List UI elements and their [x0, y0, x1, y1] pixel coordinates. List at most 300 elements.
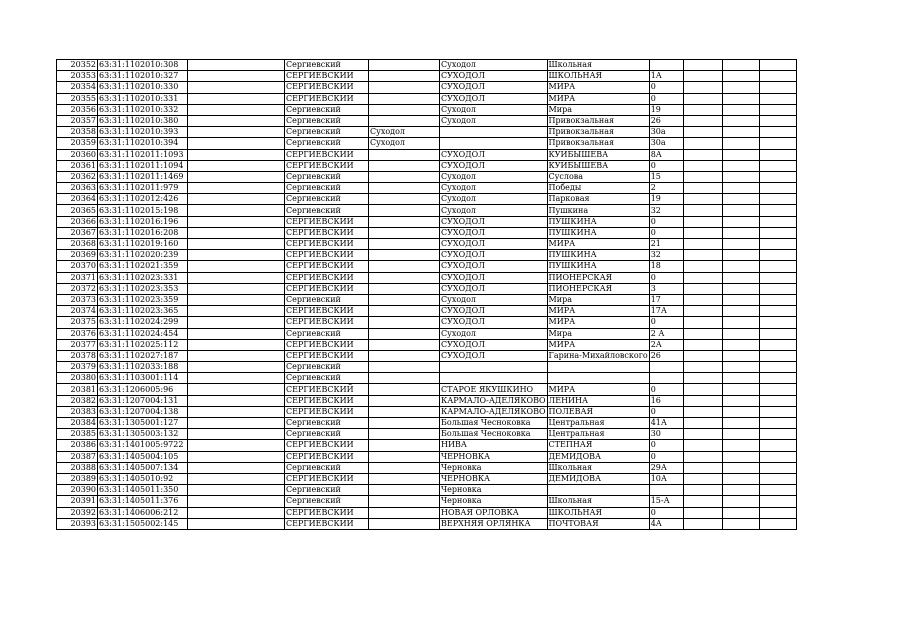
table-row	[57, 507, 797, 518]
table-cell: ДЕМИДОВА	[547, 473, 649, 484]
table-cell	[759, 272, 796, 283]
table-cell: СУХОДОЛ	[440, 227, 548, 238]
table-cell: 20388	[57, 462, 98, 473]
table-cell: 20390	[57, 485, 98, 496]
table-cell	[188, 462, 285, 473]
table-cell	[722, 250, 759, 261]
table-row	[57, 104, 797, 115]
table-cell: Привокзальная	[547, 127, 649, 138]
table-cell: СУХОДОЛ	[440, 160, 548, 171]
table-cell: ЧЕРНОВКА	[440, 473, 548, 484]
table-cell: СУХОДОЛ	[440, 283, 548, 294]
table-cell: 8А	[649, 149, 683, 160]
table-cell: 63:31:1405007:134	[98, 462, 188, 473]
table-cell: СЕРГИЕВСКИЙ	[285, 216, 369, 227]
table-row	[57, 261, 797, 272]
table-cell: Мира	[547, 104, 649, 115]
table-cell	[683, 283, 722, 294]
table-row	[57, 71, 797, 82]
table-row	[57, 138, 797, 149]
table-cell	[683, 171, 722, 182]
table-cell	[683, 71, 722, 82]
table-cell: 63:31:1102027:187	[98, 350, 188, 361]
table-cell: 0	[649, 507, 683, 518]
table-cell	[188, 339, 285, 350]
table-cell	[683, 294, 722, 305]
table-cell: 0	[649, 451, 683, 462]
table-cell: Сергиевский	[285, 496, 369, 507]
table-cell: МИРА	[547, 306, 649, 317]
table-row	[57, 160, 797, 171]
table-cell	[759, 194, 796, 205]
table-cell: Суходол	[440, 205, 548, 216]
table-cell: ПУШКИНА	[547, 216, 649, 227]
table-row	[57, 418, 797, 429]
table-cell: 32	[649, 205, 683, 216]
table-cell: 63:31:1102021:359	[98, 261, 188, 272]
table-cell	[759, 205, 796, 216]
table-cell	[440, 138, 548, 149]
table-row	[57, 306, 797, 317]
table-cell	[759, 82, 796, 93]
table-cell: 20369	[57, 250, 98, 261]
table-cell	[759, 350, 796, 361]
table-cell	[369, 205, 440, 216]
table-row	[57, 283, 797, 294]
table-cell: 20381	[57, 384, 98, 395]
table-cell: 0	[649, 272, 683, 283]
table-cell: Суходол	[440, 328, 548, 339]
table-cell: 2А	[649, 339, 683, 350]
table-cell	[722, 138, 759, 149]
table-cell	[369, 194, 440, 205]
table-cell: ШКОЛЬНАЯ	[547, 507, 649, 518]
table-row	[57, 317, 797, 328]
table-cell: 63:31:1102010:327	[98, 71, 188, 82]
table-cell: СУХОДОЛ	[440, 339, 548, 350]
table-cell	[188, 149, 285, 160]
table-cell	[759, 60, 796, 71]
table-cell	[683, 440, 722, 451]
table-cell	[683, 328, 722, 339]
table-cell: СТАРОЕ ЯКУШКИНО	[440, 384, 548, 395]
table-row	[57, 127, 797, 138]
table-cell	[759, 473, 796, 484]
table-cell: ДЕМИДОВА	[547, 451, 649, 462]
table-cell: 10А	[649, 473, 683, 484]
table-cell	[759, 216, 796, 227]
table-cell: 20371	[57, 272, 98, 283]
table-cell	[759, 384, 796, 395]
table-cell: 63:31:1102024:299	[98, 317, 188, 328]
table-cell	[188, 451, 285, 462]
table-cell	[722, 440, 759, 451]
table-cell: 17А	[649, 306, 683, 317]
table-cell: 63:31:1102011:1094	[98, 160, 188, 171]
table-cell: 0	[649, 384, 683, 395]
table-row	[57, 60, 797, 71]
table-row	[57, 373, 797, 384]
table-cell	[369, 272, 440, 283]
table-cell: 20385	[57, 429, 98, 440]
table-cell	[722, 406, 759, 417]
table-cell: 20355	[57, 93, 98, 104]
table-cell: 20354	[57, 82, 98, 93]
table-cell	[683, 406, 722, 417]
table-cell	[369, 462, 440, 473]
table-cell: 20374	[57, 306, 98, 317]
table-cell	[683, 93, 722, 104]
table-cell: МИРА	[547, 317, 649, 328]
table-cell	[683, 451, 722, 462]
table-cell: 18	[649, 261, 683, 272]
table-cell: 20357	[57, 115, 98, 126]
table-cell	[722, 339, 759, 350]
table-cell	[759, 160, 796, 171]
table-cell	[188, 82, 285, 93]
table-cell	[369, 473, 440, 484]
table-cell: 0	[649, 317, 683, 328]
table-cell: Сергиевский	[285, 194, 369, 205]
table-cell	[759, 440, 796, 451]
table-cell	[722, 328, 759, 339]
table-cell: 63:31:1305003:132	[98, 429, 188, 440]
table-cell	[649, 362, 683, 373]
table-cell: 20363	[57, 183, 98, 194]
table-cell	[722, 104, 759, 115]
table-cell: Сергиевский	[285, 373, 369, 384]
table-cell	[722, 272, 759, 283]
table-cell: Сергиевский	[285, 205, 369, 216]
table-cell	[722, 71, 759, 82]
table-cell: Сергиевский	[285, 183, 369, 194]
table-cell: ПОЧТОВАЯ	[547, 518, 649, 529]
table-cell: 63:31:1102024:454	[98, 328, 188, 339]
table-row	[57, 149, 797, 160]
table-cell: Суходол	[440, 183, 548, 194]
table-cell: МИРА	[547, 82, 649, 93]
table-cell	[759, 507, 796, 518]
table-cell: 20364	[57, 194, 98, 205]
table-cell	[722, 283, 759, 294]
table-cell	[683, 418, 722, 429]
table-cell	[759, 496, 796, 507]
table-cell	[369, 104, 440, 115]
table-cell: 0	[649, 93, 683, 104]
table-cell	[683, 518, 722, 529]
table-cell	[759, 227, 796, 238]
table-cell: Большая Чесноковка	[440, 418, 548, 429]
table-cell: МИРА	[547, 384, 649, 395]
table-cell	[759, 462, 796, 473]
table-cell: 20368	[57, 239, 98, 250]
table-cell: 63:31:1102033:188	[98, 362, 188, 373]
table-cell: 20365	[57, 205, 98, 216]
table-cell: СЕРГИЕВСКИЙ	[285, 239, 369, 250]
table-cell: 20378	[57, 350, 98, 361]
table-cell: СЕРГИЕВСКИЙ	[285, 518, 369, 529]
table-cell: СЕРГИЕВСКИЙ	[285, 160, 369, 171]
table-row	[57, 227, 797, 238]
table-cell: Сергиевский	[285, 294, 369, 305]
table-row	[57, 216, 797, 227]
table-cell	[547, 373, 649, 384]
table-row	[57, 395, 797, 406]
table-cell: Сергиевский	[285, 171, 369, 182]
table-row	[57, 250, 797, 261]
table-cell	[369, 406, 440, 417]
table-row	[57, 194, 797, 205]
table-cell: Центральная	[547, 418, 649, 429]
table-cell: 63:31:1102015:198	[98, 205, 188, 216]
table-cell: СУХОДОЛ	[440, 93, 548, 104]
table-row	[57, 462, 797, 473]
table-cell	[369, 418, 440, 429]
table-cell: 20359	[57, 138, 98, 149]
table-cell: Мира	[547, 328, 649, 339]
table-cell	[683, 373, 722, 384]
table-cell: 63:31:1102010:394	[98, 138, 188, 149]
table-cell	[759, 283, 796, 294]
table-cell: 63:31:1206005:96	[98, 384, 188, 395]
table-cell: Сергиевский	[285, 328, 369, 339]
table-cell	[369, 183, 440, 194]
table-cell: 20384	[57, 418, 98, 429]
table-cell: 20367	[57, 227, 98, 238]
table-cell	[369, 216, 440, 227]
table-cell	[683, 384, 722, 395]
table-cell	[759, 418, 796, 429]
table-cell	[369, 239, 440, 250]
table-cell: 20373	[57, 294, 98, 305]
table-row	[57, 339, 797, 350]
table-cell	[188, 205, 285, 216]
table-cell	[649, 60, 683, 71]
table-cell: 30	[649, 429, 683, 440]
table-cell	[683, 496, 722, 507]
table-cell	[683, 205, 722, 216]
data-table	[56, 59, 797, 530]
table-cell: 63:31:1102023:359	[98, 294, 188, 305]
table-cell	[683, 507, 722, 518]
table-cell: СУХОДОЛ	[440, 250, 548, 261]
table-cell: СУХОДОЛ	[440, 71, 548, 82]
table-cell: Сергиевский	[285, 362, 369, 373]
table-cell	[759, 104, 796, 115]
table-cell	[722, 115, 759, 126]
table-cell: 63:31:1102010:330	[98, 82, 188, 93]
table-cell: СЕРГИЕВСКИЙ	[285, 395, 369, 406]
table-row	[57, 384, 797, 395]
table-cell	[369, 294, 440, 305]
table-cell	[188, 362, 285, 373]
table-row	[57, 350, 797, 361]
table-cell	[683, 261, 722, 272]
table-cell	[759, 328, 796, 339]
table-cell	[759, 294, 796, 305]
table-cell	[722, 384, 759, 395]
table-cell: Суходол	[440, 104, 548, 115]
table-cell	[188, 429, 285, 440]
table-cell	[188, 138, 285, 149]
table-cell	[188, 406, 285, 417]
table-cell: Сергиевский	[285, 418, 369, 429]
table-cell: СЕРГИЕВСКИЙ	[285, 473, 369, 484]
table-cell	[188, 317, 285, 328]
table-cell: 0	[649, 440, 683, 451]
table-cell	[759, 71, 796, 82]
table-row	[57, 362, 797, 373]
table-cell: 20377	[57, 339, 98, 350]
table-cell: ВЕРХНЯЯ ОРЛЯНКА	[440, 518, 548, 529]
table-cell: СЕРГИЕВСКИЙ	[285, 71, 369, 82]
table-cell	[369, 160, 440, 171]
table-cell	[188, 160, 285, 171]
table-cell	[369, 485, 440, 496]
table-cell: СЕРГИЕВСКИЙ	[285, 339, 369, 350]
table-cell	[188, 518, 285, 529]
table-cell	[722, 216, 759, 227]
table-cell: 20382	[57, 395, 98, 406]
table-cell: СЕРГИЕВСКИЙ	[285, 440, 369, 451]
table-cell: 63:31:1102011:979	[98, 183, 188, 194]
table-cell	[722, 60, 759, 71]
table-cell: 32	[649, 250, 683, 261]
table-cell: 63:31:1405011:350	[98, 485, 188, 496]
table-cell: 63:31:1102023:365	[98, 306, 188, 317]
table-cell	[683, 127, 722, 138]
table-cell: 20393	[57, 518, 98, 529]
table-cell	[722, 171, 759, 182]
table-cell	[188, 71, 285, 82]
table-cell	[759, 451, 796, 462]
table-cell: 63:31:1406006:212	[98, 507, 188, 518]
table-cell: СЕРГИЕВСКИЙ	[285, 406, 369, 417]
table-cell: Привокзальная	[547, 138, 649, 149]
table-cell	[722, 350, 759, 361]
table-row	[57, 473, 797, 484]
table-cell	[188, 171, 285, 182]
table-cell: СЕРГИЕВСКИЙ	[285, 317, 369, 328]
table-cell	[683, 160, 722, 171]
table-cell	[369, 339, 440, 350]
table-cell: 20356	[57, 104, 98, 115]
table-cell	[369, 395, 440, 406]
table-cell	[369, 429, 440, 440]
table-cell	[722, 496, 759, 507]
table-cell	[369, 82, 440, 93]
table-cell: 20392	[57, 507, 98, 518]
table-cell	[759, 183, 796, 194]
table-cell	[722, 518, 759, 529]
table-cell	[369, 373, 440, 384]
table-cell	[722, 205, 759, 216]
table-cell	[188, 194, 285, 205]
table-cell	[759, 362, 796, 373]
table-cell: СЕРГИЕВСКИЙ	[285, 261, 369, 272]
table-cell: СУХОДОЛ	[440, 216, 548, 227]
table-row	[57, 272, 797, 283]
table-cell	[369, 261, 440, 272]
table-cell: 26	[649, 115, 683, 126]
table-cell	[369, 362, 440, 373]
table-cell	[547, 362, 649, 373]
table-cell	[369, 350, 440, 361]
table-cell	[369, 317, 440, 328]
table-cell	[188, 418, 285, 429]
table-cell: 0	[649, 160, 683, 171]
table-cell: 63:31:1305001:127	[98, 418, 188, 429]
table-cell: СЕРГИЕВСКИЙ	[285, 227, 369, 238]
table-cell: КУЙБЫШЕВА	[547, 160, 649, 171]
table-cell	[188, 373, 285, 384]
table-cell: Пушкина	[547, 205, 649, 216]
table-cell: СЕРГИЕВСКИЙ	[285, 149, 369, 160]
table-cell: Центральная	[547, 429, 649, 440]
table-cell: СУХОДОЛ	[440, 82, 548, 93]
table-cell	[683, 350, 722, 361]
table-cell: 63:31:1102010:308	[98, 60, 188, 71]
table-cell: Суходол	[440, 294, 548, 305]
table-cell: СЕРГИЕВСКИЙ	[285, 283, 369, 294]
table-cell: 63:31:1102016:208	[98, 227, 188, 238]
table-cell	[759, 406, 796, 417]
table-cell: Сергиевский	[285, 138, 369, 149]
table-cell	[188, 216, 285, 227]
table-cell	[369, 250, 440, 261]
table-cell: 20380	[57, 373, 98, 384]
table-row	[57, 440, 797, 451]
table-cell: Школьная	[547, 60, 649, 71]
table-cell: Суходол	[369, 138, 440, 149]
table-cell: Школьная	[547, 462, 649, 473]
table-cell: 20353	[57, 71, 98, 82]
table-cell	[188, 507, 285, 518]
table-cell	[369, 149, 440, 160]
table-row	[57, 115, 797, 126]
table-cell: НОВАЯ ОРЛОВКА	[440, 507, 548, 518]
table-cell: МИРА	[547, 339, 649, 350]
table-cell	[683, 317, 722, 328]
table-cell	[369, 283, 440, 294]
table-cell	[759, 317, 796, 328]
table-row	[57, 82, 797, 93]
table-cell	[683, 339, 722, 350]
table-cell: ШКОЛЬНАЯ	[547, 71, 649, 82]
table-cell: СЕРГИЕВСКИЙ	[285, 93, 369, 104]
table-cell	[369, 227, 440, 238]
table-cell	[683, 115, 722, 126]
table-row	[57, 429, 797, 440]
table-cell: 20362	[57, 171, 98, 182]
table-cell: СУХОДОЛ	[440, 272, 548, 283]
table-cell	[759, 373, 796, 384]
table-cell: ПУШКИНА	[547, 261, 649, 272]
table-cell: 16	[649, 395, 683, 406]
table-cell: СТЕПНАЯ	[547, 440, 649, 451]
table-cell: 30а	[649, 138, 683, 149]
table-cell: ПОЛЕВАЯ	[547, 406, 649, 417]
table-cell	[683, 60, 722, 71]
table-cell	[759, 339, 796, 350]
table-cell	[722, 93, 759, 104]
table-cell	[369, 115, 440, 126]
table-cell: Привокзальная	[547, 115, 649, 126]
table-cell	[683, 272, 722, 283]
table-cell: Сергиевский	[285, 485, 369, 496]
table-cell	[722, 507, 759, 518]
table-cell: 21	[649, 239, 683, 250]
